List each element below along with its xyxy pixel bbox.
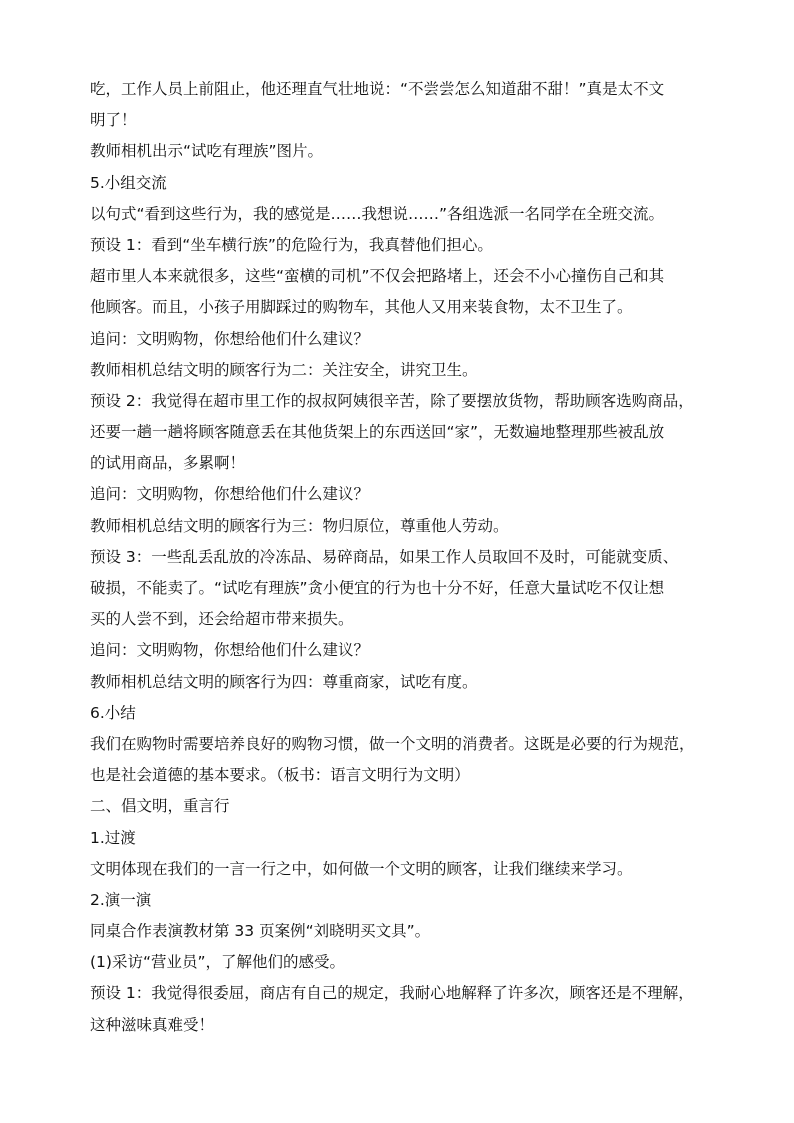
text-line: 也是社会道德的基本要求。（板书：语言文明行为文明） (90, 766, 470, 785)
text-line: 6.小结 (90, 703, 136, 722)
text-line: 的试用商品，多累啊！ (90, 454, 246, 473)
text-line: 追问：文明购物，你想给他们什么建议？ (90, 485, 370, 504)
text-line: 同桌合作表演教材第 33 页案例“刘晓明买文具”。 (90, 922, 431, 941)
text-line: 买的人尝不到，还会给超市带来损失。 (90, 610, 354, 629)
text-line: 超市里人本来就很多，这些“蛮横的司机”不仅会把路堵上，还会不小心撞伤自己和其 (90, 267, 665, 286)
document-body (90, 74, 706, 1041)
text-line: 追问：文明购物，你想给他们什么建议？ (90, 641, 370, 660)
text-line: 预设 1：看到“坐车横行族”的危险行为，我真替他们担心。 (90, 235, 493, 254)
text-line: 二、倡文明，重言行 (90, 797, 230, 816)
text-line: 追问：文明购物，你想给他们什么建议？ (90, 329, 370, 348)
text-line: 预设 2：我觉得在超市里工作的叔叔阿姨很辛苦，除了要摆放货物，帮助顾客选购商品， (90, 391, 694, 410)
text-line: 教师相机总结文明的顾客行为二：关注安全，讲究卫生。 (90, 360, 478, 379)
text-line: 教师相机总结文明的顾客行为三：物归原位，尊重他人劳动。 (90, 516, 509, 535)
text-line: 预设 3：一些乱丢乱放的冷冻品、易碎商品，如果工作人员取回不及时，可能就变质、 (90, 547, 679, 566)
text-line: 破损，不能卖了。“试吃有理族”贪小便宜的行为也十分不好，任意大量试吃不仅让想 (90, 579, 665, 597)
text-line: (1)采访“营业员”，了解他们的感受。 (90, 953, 346, 972)
text-line: 预设 1：我觉得很委屈，商店有自己的规定，我耐心地解释了许多次，顾客还是不理解， (90, 984, 694, 1003)
text-line: 他顾客。而且，小孩子用脚踩过的购物车，其他人又用来装食物，太不卫生了。 (90, 298, 633, 317)
text-line: 还要一趟一趟将顾客随意丢在其他货架上的东西送回“家”，无数遍地整理那些被乱放 (90, 423, 665, 442)
text-line: 文明体现在我们的一言一行之中，如何做一个文明的顾客，让我们继续来学习。 (90, 859, 633, 878)
text-line: 教师相机出示“试吃有理族”图片。 (90, 142, 324, 161)
text-line: 2.演一演 (90, 890, 152, 909)
text-line: 这种滋味真难受！ (90, 1015, 215, 1034)
text-line: 明了！ (90, 111, 137, 130)
text-line: 1.过渡 (90, 828, 136, 847)
text-line: 教师相机总结文明的顾客行为四：尊重商家，试吃有度。 (90, 672, 478, 691)
text-line: 以句式“看到这些行为，我的感觉是……我想说……”各组选派一名同学在全班交流。 (90, 204, 665, 223)
text-line: 吃，工作人员上前阻止，他还理直气壮地说：“不尝尝怎么知道甜不甜！”真是太不文 (90, 80, 665, 98)
text-line: 5.小组交流 (90, 173, 167, 192)
text-line: 我们在购物时需要培养良好的购物习惯，做一个文明的消费者。这既是必要的行为规范， (90, 734, 695, 753)
